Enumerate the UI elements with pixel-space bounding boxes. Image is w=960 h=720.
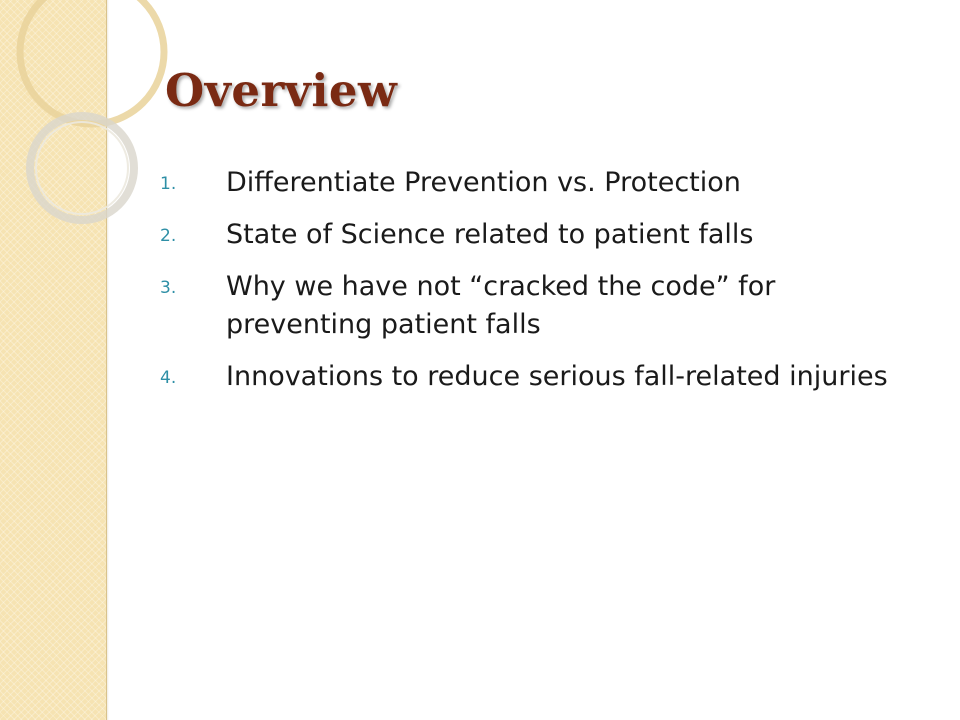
decorative-ring-large bbox=[20, 0, 164, 124]
list-item bbox=[160, 268, 900, 344]
list-item bbox=[160, 164, 900, 202]
list-item-number: 2. bbox=[160, 226, 177, 246]
list-item-text: Why we have not “cracked the code” for preventing patient falls bbox=[226, 271, 776, 340]
list-item-number: 4. bbox=[160, 368, 177, 388]
decorative-ring-small bbox=[30, 116, 134, 220]
decorative-ring-small-inner bbox=[36, 122, 128, 214]
list-item-text: State of Science related to patient falls bbox=[226, 219, 754, 250]
list-item-number: 1. bbox=[160, 174, 177, 194]
list-item bbox=[160, 216, 900, 254]
list-item-text: Innovations to reduce serious fall-related injuries bbox=[226, 361, 888, 392]
list-item-text: Differentiate Prevention vs. Protection bbox=[226, 167, 741, 198]
list-item-number: 3. bbox=[160, 278, 177, 298]
slide-title: Overview bbox=[165, 64, 398, 117]
list-item bbox=[160, 358, 900, 396]
overview-list bbox=[160, 164, 900, 410]
